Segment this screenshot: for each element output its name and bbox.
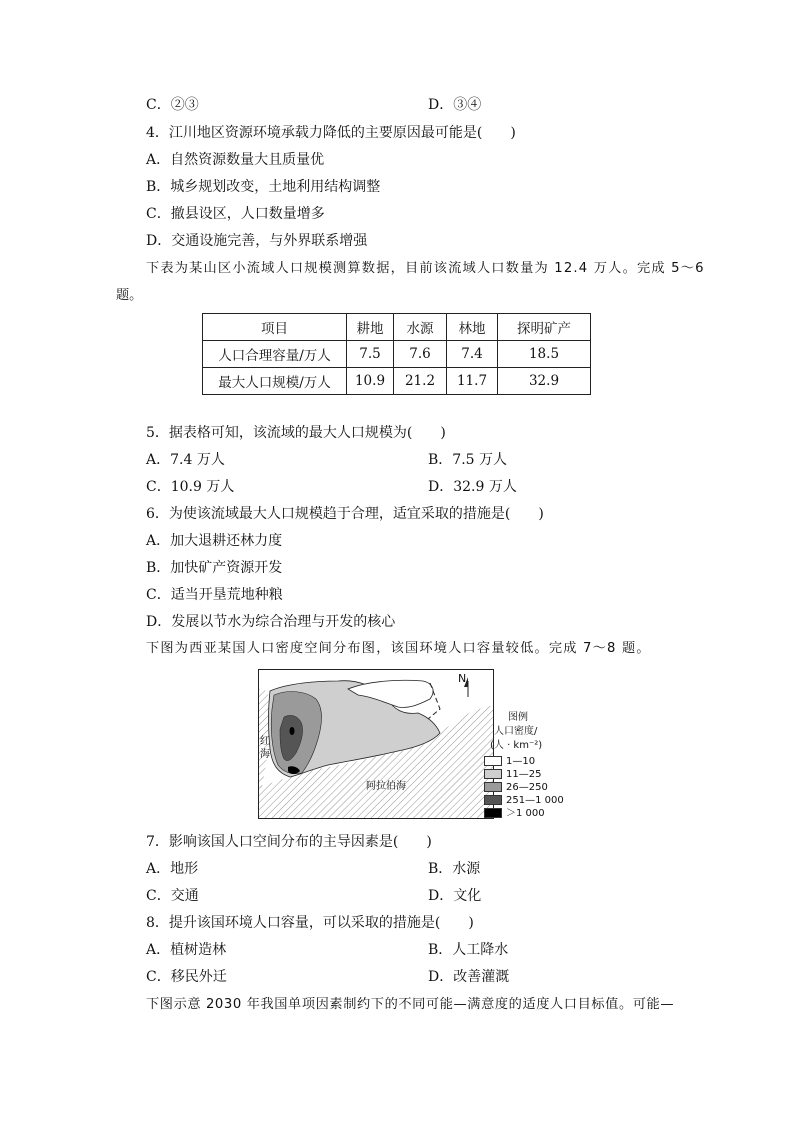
q4-option-a: A．自然资源数量大且质量优 <box>146 152 325 168</box>
arabian-sea-label: 阿拉伯海 <box>366 781 406 792</box>
legend-item <box>484 769 541 781</box>
table-cell: 人口合理容量/万人 <box>203 341 347 368</box>
legend-label: 251—1 000 <box>506 795 564 806</box>
population-density-map <box>258 669 494 819</box>
table-row <box>203 341 591 368</box>
q5-option-c: C．10.9 万人 <box>146 479 235 495</box>
population-table <box>202 313 591 395</box>
legend-unit: (人 · km⁻²) <box>490 740 543 751</box>
q5-option-b: B．7.5 万人 <box>428 452 508 468</box>
q8-option-b: B．人工降水 <box>428 942 509 958</box>
q7-option-a: A．地形 <box>146 861 199 877</box>
q4-option-d: D．交通设施完善，与外界联系增强 <box>146 233 368 249</box>
q6-option-a: A．加大退耕还林力度 <box>146 533 283 549</box>
legend-item <box>484 795 564 807</box>
q6-option-b: B．加快矿产资源开发 <box>146 560 283 576</box>
q5-option-d: D．32.9 万人 <box>428 479 517 495</box>
intro-next: 下图示意 2030 年我国单项因素制约下的不同可能—满意度的适度人口目标值。可能— <box>146 997 675 1012</box>
q4-stem: 4．江川地区资源环境承载力降低的主要原因最可能是( ) <box>146 125 516 141</box>
legend-swatch <box>484 769 502 779</box>
table-cell: 11.7 <box>447 368 498 395</box>
legend-subtitle: 人口密度/ <box>494 726 538 737</box>
table-header-row <box>203 314 591 341</box>
table-cell: 7.4 <box>447 341 498 368</box>
legend-item <box>484 756 535 768</box>
q7-option-c: C．交通 <box>146 888 199 904</box>
legend-label: ＞1 000 <box>506 808 545 819</box>
table-header-cell: 探明矿产 <box>498 314 591 341</box>
legend-label: 26—250 <box>506 782 548 793</box>
table-cell: 10.9 <box>347 368 394 395</box>
intro-7-8: 下图为西亚某国人口密度空间分布图，该国环境人口容量较低。完成 7～8 题。 <box>146 641 651 656</box>
q8-option-a: A．植树造林 <box>146 942 227 958</box>
legend-swatch <box>484 795 502 805</box>
intro-5-6-line1: 下表为某山区小流域人口规模测算数据，目前该流域人口数量为 12.4 万人。完成 5～6 <box>146 261 705 276</box>
table-header-cell: 项目 <box>203 314 347 341</box>
table-cell: 最大人口规模/万人 <box>203 368 347 395</box>
red-sea-label-2: 海 <box>260 749 270 760</box>
q7-stem: 7．影响该国人口空间分布的主导因素是( ) <box>146 834 432 850</box>
map-graphic <box>258 669 494 819</box>
table-cell: 21.2 <box>394 368 447 395</box>
q4-option-c: C．撤县设区，人口数量增多 <box>146 206 325 222</box>
table-cell: 7.6 <box>394 341 447 368</box>
legend-swatch <box>484 808 502 818</box>
q6-option-c: C．适当开垦荒地种粮 <box>146 587 283 603</box>
city-dot <box>290 727 295 735</box>
q8-stem: 8．提升该国环境人口容量，可以采取的措施是( ) <box>146 915 474 931</box>
q3-option-c: C．②③ <box>146 97 199 113</box>
table-cell: 7.5 <box>347 341 394 368</box>
north-label: N <box>458 672 467 685</box>
q5-stem: 5．据表格可知，该流域的最大人口规模为( ) <box>146 425 446 441</box>
q4-option-b: B．城乡规划改变，土地利用结构调整 <box>146 179 381 195</box>
legend-item <box>484 808 545 820</box>
table-header-cell: 林地 <box>447 314 498 341</box>
red-sea-label-1: 红 <box>260 736 270 747</box>
q8-option-c: C．移民外迁 <box>146 969 227 985</box>
q7-option-b: B．水源 <box>428 861 481 877</box>
legend-swatch <box>484 782 502 792</box>
legend-item <box>484 782 548 794</box>
q3-option-d: D．③④ <box>428 97 482 113</box>
q8-option-d: D．改善灌溉 <box>428 969 510 985</box>
table-header-cell: 耕地 <box>347 314 394 341</box>
q5-option-a: A．7.4 万人 <box>146 452 225 468</box>
q7-option-d: D．文化 <box>428 888 482 904</box>
table-cell: 32.9 <box>498 368 591 395</box>
legend-label: 1—10 <box>506 756 536 767</box>
legend-swatch <box>484 756 502 766</box>
table-row <box>203 368 591 395</box>
legend-title: 图例 <box>508 712 528 723</box>
table-header-cell: 水源 <box>394 314 447 341</box>
q6-stem: 6．为使该流域最大人口规模趋于合理，适宜采取的措施是( ) <box>146 506 544 522</box>
intro-5-6-line2: 题。 <box>116 288 143 303</box>
legend-label: 11—25 <box>506 769 542 780</box>
table-cell: 18.5 <box>498 341 591 368</box>
q6-option-d: D．发展以节水为综合治理与开发的核心 <box>146 614 396 630</box>
